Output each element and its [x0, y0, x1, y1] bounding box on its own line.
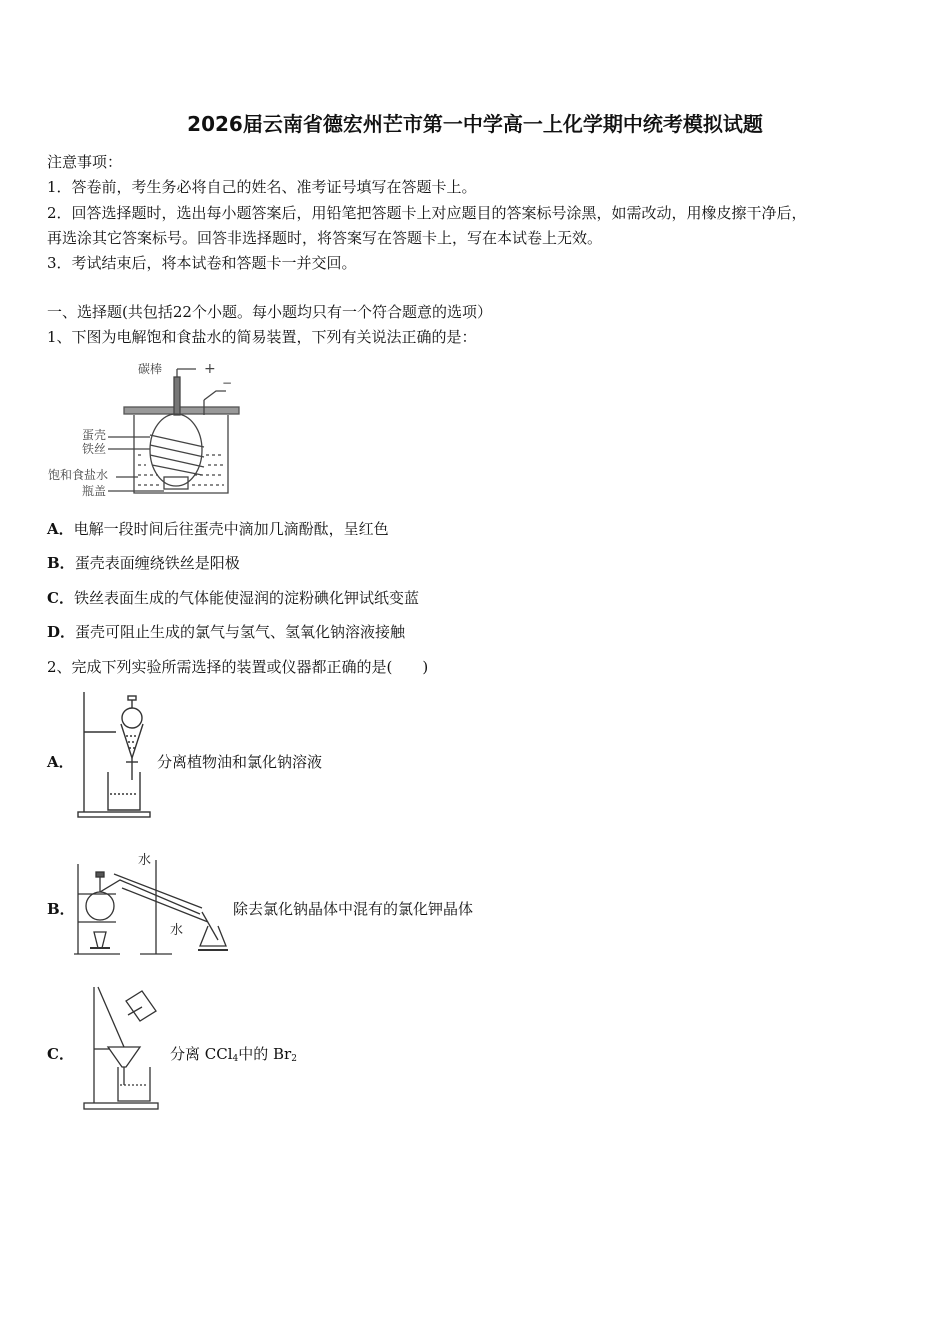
q1-option-b-text: 蛋壳表面缠绕铁丝是阳极: [74, 554, 240, 572]
q2-option-c-text-mid: 中的 Br: [238, 1045, 292, 1063]
q1-option-b-letter: B．: [47, 554, 75, 572]
q2-option-c-text-pre: 分离 CCl: [170, 1045, 233, 1063]
q2-stem: 2、完成下列实验所需选择的装置或仪器都正确的是( ): [47, 658, 429, 676]
q1-option-a-text: 电解一段时间后往蛋壳中滴加几滴酚酞，呈红色: [73, 520, 389, 538]
q1-option-c-letter: C．: [47, 589, 74, 607]
notice-item-2: 2．回答选择题时，选出每小题答案后，用铅笔把答题卡上对应题目的答案标号涂黑，如需改动，用橡皮擦干净后，: [47, 204, 807, 222]
separatory-funnel-figure: [74, 690, 154, 820]
q2-option-c-text: [170, 1044, 297, 1069]
label-minus: −: [222, 376, 233, 390]
q2-option-c-sub-2: 2: [291, 1054, 297, 1064]
label-eggshell: 蛋壳: [82, 428, 107, 442]
filtration-figure: [80, 985, 165, 1113]
q1-option-c-text: 铁丝表面生成的气体能使湿润的淀粉碘化钾试纸变蓝: [73, 589, 419, 607]
q1-option-d-letter: D．: [47, 623, 76, 641]
q2-option-b-text: 除去氯化钠晶体中混有的氯化钾晶体: [233, 900, 474, 918]
q2-option-b-letter: B．: [47, 900, 75, 918]
label-plus: +: [204, 361, 216, 377]
section-heading: 一、选择题(共包括22个小题。每小题均只有一个符合题意的选项）: [47, 303, 492, 321]
label-water-in: 水: [170, 923, 184, 938]
notice-heading: 注意事项：: [47, 153, 123, 171]
q1-stem: 1、下图为电解饱和食盐水的简易装置，下列有关说法正确的是：: [47, 328, 477, 346]
notice-item-2-cont: 再选涂其它答案标号。回答非选择题时，将答案写在答题卡上，写在本试卷上无效。: [47, 229, 603, 247]
page-title: 2026届云南省德宏州芒市第一中学高一上化学期中统考模拟试题: [187, 112, 763, 136]
notice-item-1: 1．答卷前，考生务必将自己的姓名、准考证号填写在答题卡上。: [47, 178, 477, 196]
label-iron-wire: 铁丝: [82, 442, 107, 456]
q1-option-a: [47, 519, 389, 539]
q1-option-a-letter: A．: [47, 520, 74, 538]
label-carbon-rod: 碳棒: [138, 362, 163, 376]
q1-option-d-text: 蛋壳可阻止生成的氯气与氢气、氢氧化钠溶液接触: [75, 623, 406, 641]
electrolysis-figure: [46, 355, 246, 500]
notice-item-3: 3．考试结束后，将本试卷和答题卡一并交回。: [47, 254, 357, 272]
q1-option-b: [47, 553, 240, 573]
q2-option-a-letter: A．: [47, 753, 74, 771]
label-bottle-cap: 瓶盖: [82, 484, 107, 498]
q2-option-c-letter: C．: [47, 1045, 74, 1063]
q2-option-c-sub-1: 4: [232, 1054, 239, 1064]
q2-option-a-text: 分离植物油和氯化钠溶液: [157, 753, 323, 771]
distillation-figure: [70, 850, 230, 960]
q1-option-c: [47, 588, 419, 608]
q1-option-d: [47, 622, 405, 642]
label-water-out: 水: [138, 853, 152, 868]
label-brine: 饱和食盐水: [48, 468, 109, 482]
